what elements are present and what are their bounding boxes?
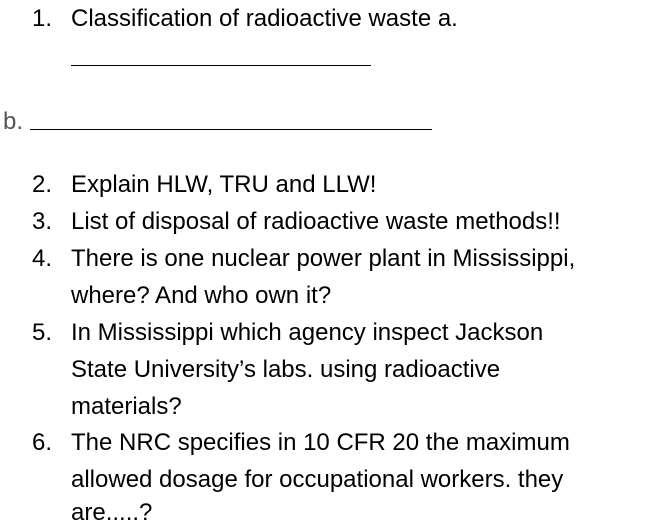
question-6-text-line-1: The NRC specifies in 10 CFR 20 the maximum [71,429,570,456]
question-6-number: 6. [32,429,53,456]
question-5-text-line-3: materials? [71,393,182,420]
question-5-text-line-1: In Mississippi which agency inspect Jackson [71,319,544,346]
question-1-text: Classification of radioactive waste a. [71,5,458,32]
answer-blank-a [71,65,371,66]
answer-blank-b [30,129,432,130]
question-6-text-line-3: are.....? [71,499,153,526]
question-4-number: 4. [32,245,53,272]
question-1-number: 1. [32,5,53,32]
question-4-text-line-1: There is one nuclear power plant in Mississippi, [71,245,576,272]
question-6-text-line-2: allowed dosage for occupational workers. they [71,466,564,493]
question-3-number: 3. [32,208,53,235]
question-5-number: 5. [32,319,53,346]
question-3-text: List of disposal of radioactive waste methods!! [71,208,561,235]
question-4-text-line-2: where? And who own it? [71,282,332,309]
answer-b-label: b. [3,108,24,135]
question-2-number: 2. [32,171,53,198]
question-2-text: Explain HLW, TRU and LLW! [71,171,377,198]
question-5-text-line-2: State University’s labs. using radioactive [71,356,501,383]
